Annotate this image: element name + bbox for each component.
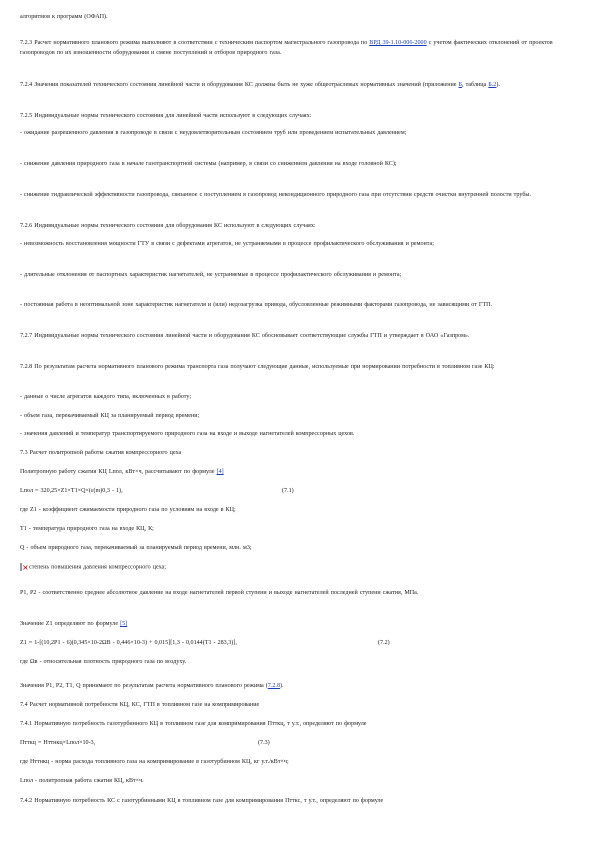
paragraph: Lпол - политропная работа сжатия КЦ, кВт×ч. xyxy=(20,778,144,784)
broken-image-icon xyxy=(20,563,22,571)
list-item: - ожидание разрешенного давления в газопроводе в связи с неудовлетворительным состоянием труб или проведением испытательных давлением; xyxy=(20,130,407,136)
paragraph: P1, P2 - соответственно среднее абсолютное давление на входе нагнетателей первой ступени и выходе нагнетателей последней ступени сжатия, МПа. xyxy=(20,590,419,596)
list-item: - значения давлений и температур транспортируемого природного газа на входе и выходе нагнетателей компрессорных цехов. xyxy=(20,431,355,437)
section-heading-7-4: 7.4 Расчет нормативной потребности КЦ, КС, ГТП в топливном газе на компримирование xyxy=(20,702,260,708)
paragraph: Значения P1, P2, T1, Q принимают по результатам расчета нормативного планового режима (7.2.8). xyxy=(20,683,284,689)
paragraph: алгоритмов к программ (ОФАП). xyxy=(20,14,108,20)
paragraph-7-2-6: 7.2.6 Индивидуальные нормы технического состояния для оборудования КС используют в следующих случаях: xyxy=(20,223,316,229)
list-item: - постоянная работа в неоптимальной зоне характеристик нагнетателя и (или) недозагрузка привода, обусловленные режимными факторами газопровода, не зависящими от ГТП. xyxy=(20,302,493,308)
paragraph: где Нттнкц - норма расхода топливного газа на компримирование в газотурбинном КЦ, кг у.т./кВт×ч; xyxy=(20,759,289,765)
section-heading-7-3: 7.3 Расчет политропной работы сжатия компрессорного цеха xyxy=(20,450,182,456)
paragraph-7-2-5: 7.2.5 Индивидуальные нормы технического состояния для линейной части используют в следующих случаях: xyxy=(20,113,312,119)
paragraph: Значение Z1 определяют по формуле [5] xyxy=(20,621,128,627)
formula-7-1: Lпол = 320,25×Z1×T1×Q×(ε(m)0,3 - 1), (7.1) xyxy=(20,488,294,494)
paragraph: Политропную работу сжатия КЦ Lпол, кВт×ч, рассчитывают по формуле [4] xyxy=(20,469,224,475)
list-item: - снижение давления природного газа в начале газотранспортной системы (например, в связи со снижением давления на входе головной КС); xyxy=(20,161,397,167)
link-table-b2[interactable]: Б.2 xyxy=(488,82,497,88)
formula-7-3: Птткц = Нттнкц×Lпол×10-3, (7.3) xyxy=(20,740,270,746)
formula-number: (7.3) xyxy=(258,740,270,746)
paragraph: × - степень повышения давления компрессорного цеха; xyxy=(20,562,575,572)
list-item: - снижение гидравлической эффективности газопровода, связанное с поступлением в газопровод некондиционного природного газа при отсутствии средств очистки внутренней полости трубы. xyxy=(20,192,532,198)
link-7-2-8[interactable]: 7.2.8 xyxy=(267,683,280,689)
paragraph: где Z1 - коэффициент сжимаемости природного газа по условиям на входе в КЦ; xyxy=(20,507,236,513)
paragraph: Q - объем природного газа, перекачиваемый за планируемый период времени, млн. м3; xyxy=(20,545,252,551)
link-ref-5[interactable]: [5] xyxy=(120,621,128,627)
paragraph: где Ωв - относительная плотность природного газа по воздуху. xyxy=(20,659,187,665)
list-item: - объем газа, перекачиваемый КЦ за планируемый период времени; xyxy=(20,413,200,419)
list-item: - длительные отклонения от паспортных характеристик нагнетателей, не устраняемые в процессе профилактического обслуживания и ремонта; xyxy=(20,272,402,278)
formula-7-2: Z1 = 1-[(10,2P1 - 6)(0,345×10-2ΩΒ - 0,446×10-3) + 0,015][1,3 - 0,0144(T1 - 283,3)], (7.2) xyxy=(20,640,390,646)
list-item: - данные о числе агрегатов каждого типа, включенных в работу; xyxy=(20,394,192,400)
paragraph-7-2-3: 7.2.3 Расчет нормативного планового режима выполняют в соответствии с техническим паспортом магистрального газопровода по ВРД 39-1.10-006-2000 с учетом фактических отклонений от проектов газопроводов по их изношенности оборудования и смене поступлений и отборов природного газа. xyxy=(20,40,553,56)
link-appendix-b[interactable]: Б xyxy=(458,82,463,88)
paragraph-7-4-1: 7.4.1 Нормативную потребность газотурбинного КЦ в топливном газе для компримирования Птткц, т у.т., определяют по формуле xyxy=(20,721,367,727)
paragraph-7-2-4: 7.2.4 Значения показателей технического состояния линейной части и оборудования КС должны быть не хуже общеотраслевых нормативных значений (приложение Б, таблица Б.2). xyxy=(20,82,500,88)
paragraph: T1 - температура природного газа на входе КЦ, К; xyxy=(20,526,154,532)
paragraph-7-4-2: 7.4.2 Нормативную потребность КС с газотурбинными КЦ в топливном газе для компримирования Птткс, т у.т., определяют по формуле xyxy=(20,798,384,804)
paragraph-7-2-8: 7.2.8 По результатам расчета нормативного планового режима транспорта газа получают следующие данные, используемые при нормировании потребности в топливном газе КЦ: xyxy=(20,364,495,370)
link-vrd[interactable]: ВРД 39-1.10-006-2000 xyxy=(369,40,427,46)
paragraph-7-2-7: 7.2.7 Индивидуальные нормы технического состояния линейной части и оборудования КС обосновывает соответствующие службы ГТП и утверждает в ОАО «Газпром». xyxy=(20,333,470,339)
link-ref-4[interactable]: [4] xyxy=(216,469,224,475)
formula-number: (7.2) xyxy=(378,640,390,646)
list-item: - невозможность восстановления мощности ГТУ в связи с дефектами агрегатов, не устраняемыми в процессе профилактического обслуживания и ремонта; xyxy=(20,241,434,247)
formula-number: (7.1) xyxy=(282,488,294,494)
